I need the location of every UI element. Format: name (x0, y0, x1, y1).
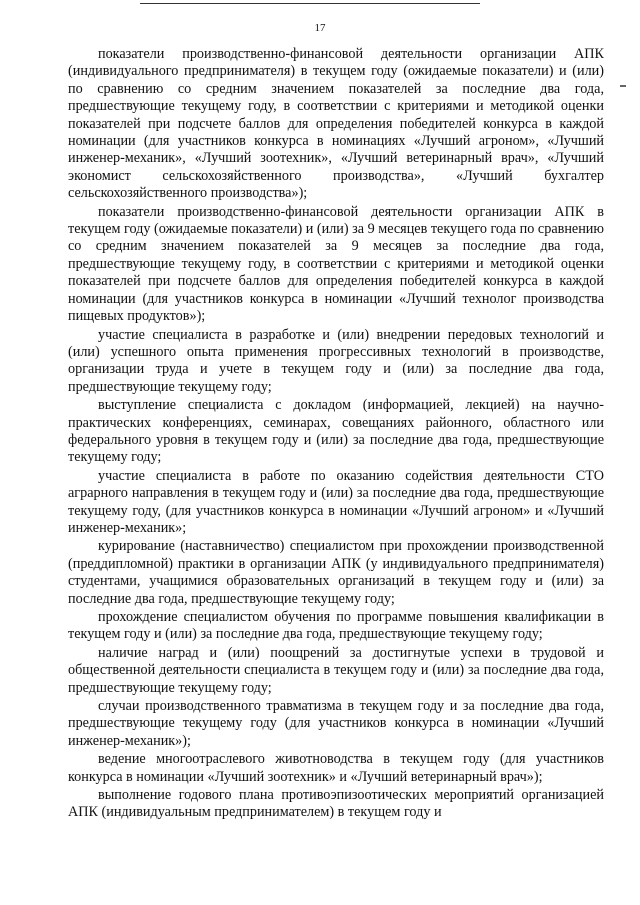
top-scan-rule (140, 3, 480, 4)
page-number: 17 (314, 22, 326, 34)
paragraph-11: выполнение годового плана противоэпизоотических мероприятий организацией АПК (индивидуальным предпринимателем) в текущем году и (68, 787, 604, 821)
margin-scan-mark (620, 85, 626, 87)
document-body (68, 46, 604, 823)
paragraph-7: прохождение специалистом обучения по программе повышения квалификации в текущем году и (или) за последние два года, предшествующие текущему году; (68, 609, 604, 643)
paragraph-6: курирование (наставничество) специалистом при прохождении производственной (преддипломной) практики в организации АПК (у индивидуального предпринимателя) студентами, учащимися образовательных организаций в текущем году и (или) за последние два года, предшествующие текущему году; (68, 538, 604, 607)
paragraph-9: случаи производственного травматизма в текущем году и за последние два года, предшествующие текущему году (для участников конкурса в номинации «Лучший инженер-механик»); (68, 698, 604, 749)
paragraph-4: выступление специалиста с докладом (информацией, лекцией) на научно-практических конференциях, семинарах, совещаниях районного, областного или федерального уровня в текущем году и (или) за последние два года, предшествующие текущему году; (68, 397, 604, 466)
paragraph-10: ведение многоотраслевого животноводства в текущем году (для участников конкурса в номинации «Лучший зоотехник» и «Лучший ветеринарный врач»); (68, 751, 604, 785)
paragraph-2: показатели производственно-финансовой деятельности организации АПК в текущем году (ожидаемые показатели) и (или) за 9 месяцев текущего года по сравнению со средним значением показателей за 9 месяцев за последние два года, предшествующие текущему году, в соответствии с критериями и методикой оценки показателей при подсчете баллов для определения победителей конкурса в каждой номинации (для участников конкурса в номинации «Лучший технолог производства пищевых продуктов»); (68, 203, 604, 325)
paragraph-5: участие специалиста в работе по оказанию содействия деятельности СТО аграрного направления в текущем году и (или) за последние два года, предшествующие текущему году, (для участников конкурса в номинации «Лучший агроном» и «Лучший инженер-механик»; (68, 467, 604, 536)
paragraph-1: показатели производственно-финансовой деятельности организации АПК (индивидуального предпринимателя) в текущем году (ожидаемые показатели) и (или) по сравнению со средним значением показателей за последние два года, предшествующие текущему году, в соответствии с критериями и методикой оценки показателей при подсчете баллов для определения победителей конкурса в каждой номинации (для участников конкурса в номинациях «Лучший агроном», «Лучший инженер-механик», «Лучший зоотехник», «Лучший ветеринарный врач», «Лучший экономист сельскохозяйственного производства», «Лучший бухгалтер сельскохозяйственного производства»); (68, 46, 604, 202)
paragraph-3: участие специалиста в разработке и (или) внедрении передовых технологий и (или) успешного опыта применения прогрессивных технологий в производстве, организации труда и учете в текущем году и (или) за последние два года, предшествующие текущему году; (68, 326, 604, 395)
paragraph-8: наличие наград и (или) поощрений за достигнутые успехи в трудовой и общественной деятельности специалиста в текущем году и (или) за последние два года, предшествующие текущему году; (68, 644, 604, 696)
